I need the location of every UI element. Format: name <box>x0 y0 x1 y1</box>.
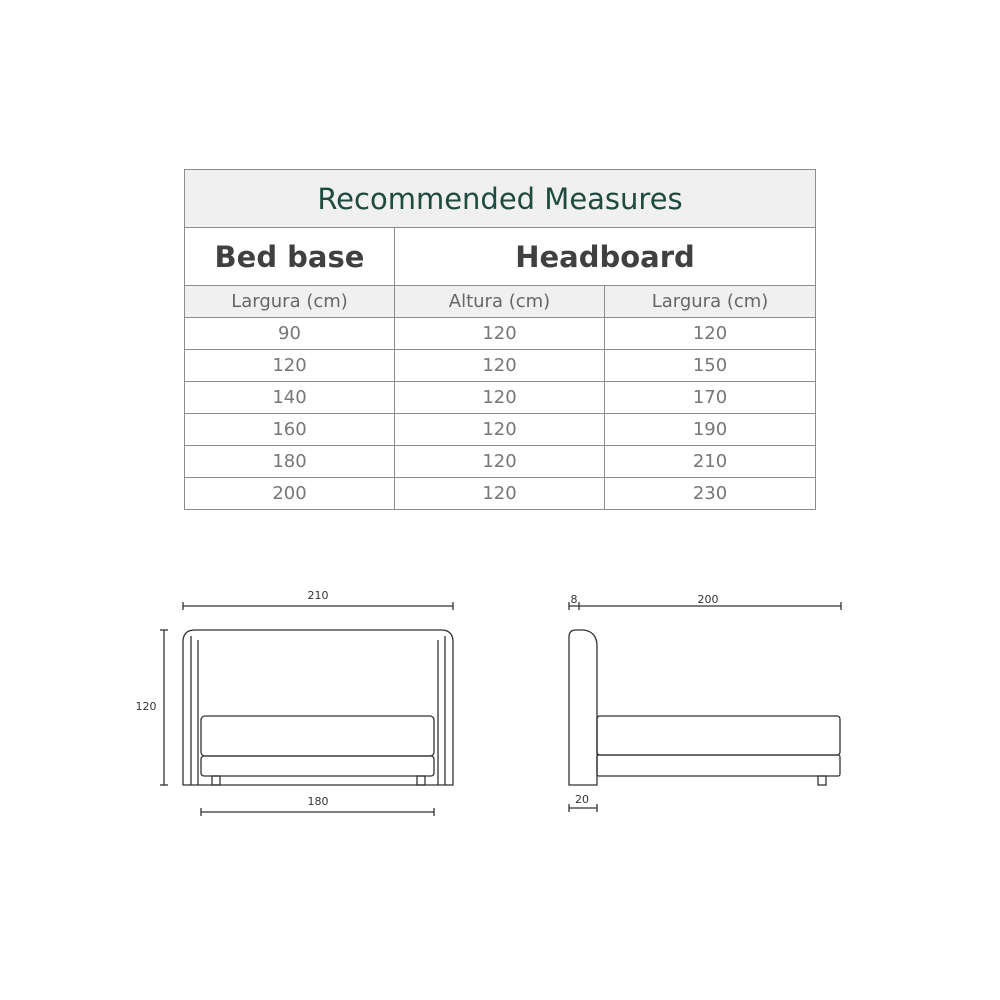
headboard-width-cell: 230 <box>605 478 816 510</box>
headboard-width-cell: 150 <box>605 350 816 382</box>
front-view-dimensions <box>160 602 453 816</box>
side-view-drawing <box>569 630 840 785</box>
table-row <box>185 446 816 478</box>
headboard-height-cell: 120 <box>395 478 605 510</box>
bed-base-width-cell: 120 <box>185 350 395 382</box>
headboard-height-cell: 120 <box>395 350 605 382</box>
headboard-height-cell: 120 <box>395 414 605 446</box>
bed-base-width-cell: 90 <box>185 318 395 350</box>
table-row <box>185 318 816 350</box>
table-title-row <box>185 170 816 228</box>
headboard-width-cell: 210 <box>605 446 816 478</box>
side-headboard-outline <box>569 630 597 785</box>
side-view-dimensions <box>569 602 841 812</box>
headboard-height-header: Altura (cm) <box>395 286 605 318</box>
table-row <box>185 382 816 414</box>
table-row <box>185 414 816 446</box>
side-bed-base <box>597 755 840 776</box>
headboard-width-header: Largura (cm) <box>605 286 816 318</box>
side-headboard-depth-label: 8 <box>570 593 578 606</box>
headboard-width-cell: 190 <box>605 414 816 446</box>
bed-base-width-cell: 140 <box>185 382 395 414</box>
front-left-foot <box>212 776 220 785</box>
headboard-height-cell: 120 <box>395 382 605 414</box>
headboard-width-cell: 170 <box>605 382 816 414</box>
front-mattress <box>201 716 434 756</box>
front-width-label: 210 <box>307 589 329 602</box>
front-view-drawing <box>183 630 453 785</box>
side-foot <box>818 776 826 785</box>
table-group-header-row <box>185 228 816 286</box>
side-length-label: 200 <box>697 593 719 606</box>
side-mattress <box>597 716 840 755</box>
table-row <box>185 478 816 510</box>
headboard-height-cell: 120 <box>395 446 605 478</box>
bed-base-width-cell: 180 <box>185 446 395 478</box>
headboard-width-cell: 120 <box>605 318 816 350</box>
side-foot-depth-label: 20 <box>575 793 589 806</box>
front-base-width-label: 180 <box>307 795 329 808</box>
bed-base-width-cell: 160 <box>185 414 395 446</box>
front-bed-base <box>201 756 434 776</box>
recommended-measures-table <box>184 169 816 510</box>
front-headboard-outline <box>183 630 453 785</box>
headboard-header: Headboard <box>395 228 816 286</box>
front-right-foot <box>417 776 425 785</box>
table-title: Recommended Measures <box>185 170 816 228</box>
table-row <box>185 350 816 382</box>
table-subheader-row <box>185 286 816 318</box>
bed-base-width-header: Largura (cm) <box>185 286 395 318</box>
headboard-height-cell: 120 <box>395 318 605 350</box>
bed-base-header: Bed base <box>185 228 395 286</box>
bed-base-width-cell: 200 <box>185 478 395 510</box>
front-height-label: 120 <box>135 700 157 713</box>
